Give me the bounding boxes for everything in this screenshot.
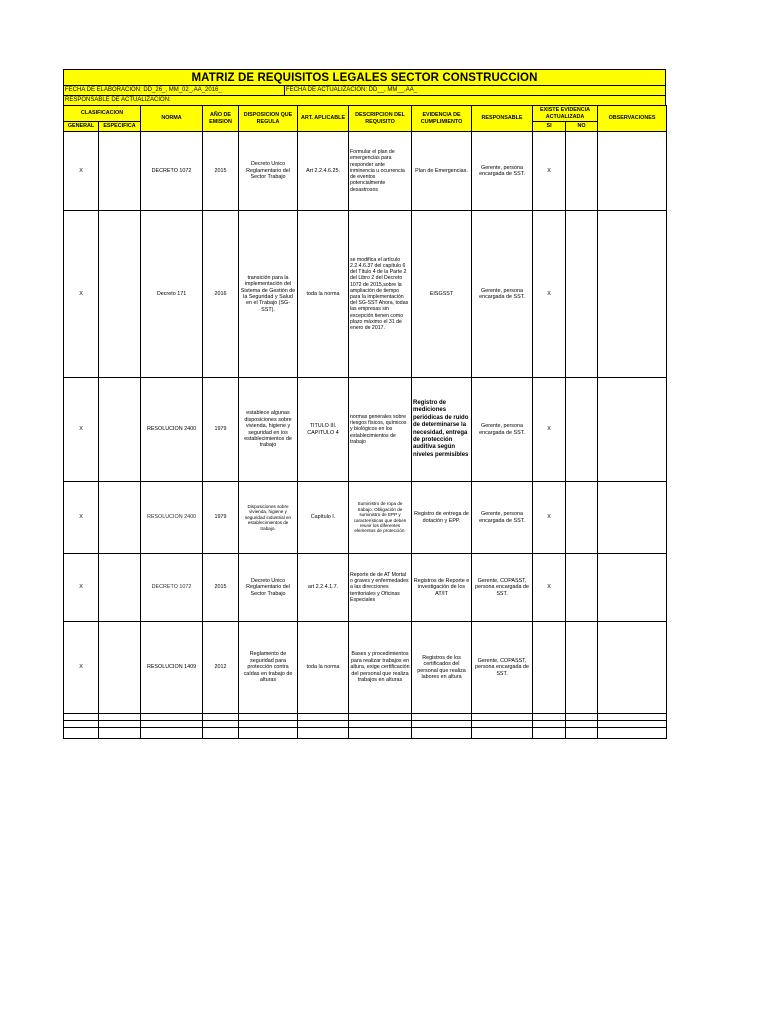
cell-no <box>566 378 598 482</box>
cell-disposicion: transición para la implementación del Sistema de Gestión de la Seguridad y Salud en el Trabajo (SG-SST). <box>239 211 298 378</box>
empty-cell <box>412 714 472 721</box>
header-especifica: ESPECIFICA <box>99 122 141 132</box>
cell-especifica <box>99 211 141 378</box>
cell-no <box>566 554 598 622</box>
cell-articulo: toda la norma <box>298 622 349 714</box>
cell-descripcion: Formular el plan de emergencias para responder ante inminencia u ocurrencia de eventos potencialmente desastrosos <box>349 132 412 211</box>
cell-si: X <box>533 554 566 622</box>
cell-si: X <box>533 482 566 554</box>
empty-cell <box>472 721 533 728</box>
cell-articulo: art 2.2.4.1.7. <box>298 554 349 622</box>
cell-especifica <box>99 482 141 554</box>
cell-responsable: Gerente, COPASST, persona encargada de SST. <box>472 554 533 622</box>
cell-anio: 2015 <box>203 132 239 211</box>
cell-observaciones <box>598 482 667 554</box>
cell-descripcion: Suministro de ropa de trabajo. Obligación de suministro de EPP y características que deben reunir los diferentes elementos de protección. <box>349 482 412 554</box>
cell-disposicion: establece algunas disposiciones sobre vivienda, higiene y seguridad en los establecimientos de trabajo <box>239 378 298 482</box>
header-anio: AÑO DE EMISION <box>203 106 239 132</box>
empty-cell <box>533 714 566 721</box>
cell-anio: 1979 <box>203 378 239 482</box>
cell-no <box>566 482 598 554</box>
empty-row <box>64 721 667 728</box>
table-row <box>64 622 667 714</box>
cell-descripcion: se modifica el artículo 2.2.4.6.37 del capítulo 6 del Título 4 de la Parte 2 del Libro 2 del Decreto 1072 de 2015,sobre la ampliación de tiempo para la implementación del SG-SST Ahora, todas las empresas sin excepción tienen como plazo máximo el 31 de enero de 2017. <box>349 211 412 378</box>
empty-cell <box>533 728 566 739</box>
empty-cell <box>298 728 349 739</box>
cell-especifica <box>99 554 141 622</box>
cell-si <box>533 622 566 714</box>
table-row <box>64 554 667 622</box>
responsable-actualizacion: RESPONSABLE DE ACTUALIZACION: <box>63 95 666 105</box>
cell-especifica <box>99 132 141 211</box>
cell-articulo: Capítulo I. <box>298 482 349 554</box>
cell-responsable: Gerente, persona encargada de SST. <box>472 132 533 211</box>
cell-anio: 2015 <box>203 554 239 622</box>
cell-si: X <box>533 132 566 211</box>
empty-cell <box>533 721 566 728</box>
cell-general: X <box>64 132 99 211</box>
cell-general: X <box>64 554 99 622</box>
empty-cell <box>239 714 298 721</box>
cell-disposicion: Decreto Unico Reglamentario del Sector Trabajo <box>239 554 298 622</box>
cell-anio: 2012 <box>203 622 239 714</box>
cell-norma: Decreto 171 <box>141 211 203 378</box>
cell-disposicion: Reglamento de seguridad para protección contra caídas en trabajo de alturas <box>239 622 298 714</box>
header-evidencia: EVIDENCIA DE CUMPLIMIENTO <box>412 106 472 132</box>
cell-observaciones <box>598 378 667 482</box>
cell-evidencia: EISGSST <box>412 211 472 378</box>
empty-cell <box>203 714 239 721</box>
cell-anio: 2016 <box>203 211 239 378</box>
empty-cell <box>203 721 239 728</box>
cell-descripcion: Reporte de de AT Mortal o graves y enfermedades a las direcciones territoriales y Oficinas Especiales <box>349 554 412 622</box>
requirements-table <box>63 105 667 739</box>
empty-cell <box>349 728 412 739</box>
header-row-1 <box>64 106 667 122</box>
cell-norma: DECRETO 1072 <box>141 554 203 622</box>
empty-cell <box>298 714 349 721</box>
cell-evidencia: Registros de los certificados del personal que realiza labores en altura <box>412 622 472 714</box>
empty-cell <box>349 714 412 721</box>
table-row <box>64 211 667 378</box>
cell-norma: RESOLUCION 2400 <box>141 378 203 482</box>
cell-responsable: Gerente, persona encargada de SST. <box>472 211 533 378</box>
empty-cell <box>99 721 141 728</box>
empty-cell <box>412 721 472 728</box>
cell-si: X <box>533 378 566 482</box>
empty-cell <box>472 728 533 739</box>
header-no: NO <box>566 122 598 132</box>
empty-cell <box>141 728 203 739</box>
empty-cell <box>64 728 99 739</box>
dates-row <box>63 85 666 95</box>
header-general: GENERAL <box>64 122 99 132</box>
table-row <box>64 132 667 211</box>
empty-row <box>64 714 667 721</box>
empty-cell <box>566 714 598 721</box>
matrix-title: MATRIZ DE REQUISITOS LEGALES SECTOR CONSTRUCCION <box>63 69 666 85</box>
empty-cell <box>598 728 667 739</box>
empty-cell <box>141 714 203 721</box>
cell-descripcion: Bases y procedimientos para realizar trabajos en altura, exige certificación del personal que realiza trabajos en alturas <box>349 622 412 714</box>
empty-cell <box>64 721 99 728</box>
cell-observaciones <box>598 554 667 622</box>
empty-cell <box>64 714 99 721</box>
cell-no <box>566 132 598 211</box>
fecha-elaboracion: FECHA DE ELABORACION: DD_26_, MM_02_,AA_2016_ <box>64 86 285 95</box>
cell-descripcion: normas generales sobre riesgos físicos, químicos y biológicos en los establecimientos de trabajo <box>349 378 412 482</box>
cell-responsable: Gerente, COPASST, persona encargada de SST. <box>472 622 533 714</box>
cell-norma: DECRETO 1072 <box>141 132 203 211</box>
header-descripcion: DESCRIPCION DEL REQUISITO <box>349 106 412 132</box>
cell-especifica <box>99 378 141 482</box>
header-si: SI <box>533 122 566 132</box>
cell-si: X <box>533 211 566 378</box>
header-clasificacion: CLASIFICACION <box>64 106 141 122</box>
cell-norma: RESOLUCION 2400 <box>141 482 203 554</box>
requirements-matrix-sheet <box>63 69 666 739</box>
cell-general: X <box>64 622 99 714</box>
header-norma: NORMA <box>141 106 203 132</box>
cell-no <box>566 622 598 714</box>
cell-observaciones <box>598 211 667 378</box>
empty-cell <box>349 721 412 728</box>
table-row <box>64 378 667 482</box>
cell-general: X <box>64 482 99 554</box>
cell-responsable: Gerente, persona encargada de SST. <box>472 378 533 482</box>
cell-norma: RESOLUCION 1409 <box>141 622 203 714</box>
header-articulo: ART. APLICABLE <box>298 106 349 132</box>
empty-cell <box>598 714 667 721</box>
empty-cell <box>141 721 203 728</box>
cell-anio: 1979 <box>203 482 239 554</box>
header-responsable: RESPONSABLE <box>472 106 533 132</box>
empty-cell <box>598 721 667 728</box>
cell-disposicion: Disposiciones sobre vivienda, higiene y seguridad industrial en establecimientos de trabajo. <box>239 482 298 554</box>
cell-evidencia: Plan de Emergencias. <box>412 132 472 211</box>
cell-observaciones <box>598 622 667 714</box>
empty-row <box>64 728 667 739</box>
empty-cell <box>566 728 598 739</box>
cell-articulo: toda la norma <box>298 211 349 378</box>
header-observaciones: OBSERVACIONES <box>598 106 667 132</box>
empty-cell <box>99 728 141 739</box>
empty-cell <box>472 714 533 721</box>
cell-evidencia: Registros de Reporte e investigación de los AT/IT <box>412 554 472 622</box>
empty-cell <box>566 721 598 728</box>
cell-no <box>566 211 598 378</box>
empty-cell <box>298 721 349 728</box>
cell-general: X <box>64 211 99 378</box>
cell-evidencia: Registro de mediciones periódicas de ruido de determinarse la necesidad, entrega de protección auditiva según niveles permisibles <box>412 378 472 482</box>
cell-articulo: TITULO III. CAPITULO 4 <box>298 378 349 482</box>
cell-responsable: Gerente, persona encargada de SST. <box>472 482 533 554</box>
cell-disposicion: Decreto Unico Reglamentario del Sector Trabajo <box>239 132 298 211</box>
empty-cell <box>412 728 472 739</box>
cell-articulo: Art 2.2.4.6.25. <box>298 132 349 211</box>
cell-especifica <box>99 622 141 714</box>
header-disposicion: DISPOSICION QUE REGULA <box>239 106 298 132</box>
empty-cell <box>99 714 141 721</box>
header-existe-evidencia: EXISTE EVIDENCIA ACTUALIZADA <box>533 106 598 122</box>
cell-general: X <box>64 378 99 482</box>
empty-cell <box>239 728 298 739</box>
table-row <box>64 482 667 554</box>
cell-evidencia: Registro de entrega de dotación y EPP. <box>412 482 472 554</box>
cell-observaciones <box>598 132 667 211</box>
empty-cell <box>203 728 239 739</box>
fecha-actualizacion: FECHA DE ACTUALIZACION: DD__, MM__,AA_ <box>286 87 418 93</box>
empty-cell <box>239 721 298 728</box>
